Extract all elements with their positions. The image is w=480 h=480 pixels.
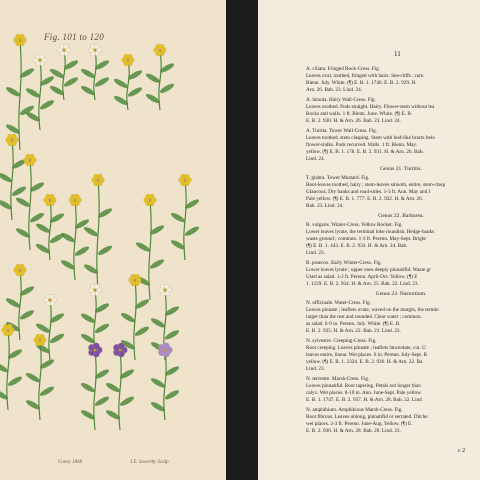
species-entry [306,66,480,94]
leaf [39,385,55,398]
leaf [25,87,41,100]
flower-center [49,299,52,302]
entry-line: N. amphibium. Amphibious Marsh-Cress. Fig. [306,407,403,413]
leaf [150,317,166,330]
leaf [35,322,51,335]
flower-petal [8,324,13,329]
leaf [7,375,23,388]
leaf [5,85,21,98]
entry-line: B. praecox. Early Winter-Cress. Fig. [306,260,382,266]
species-entry [306,260,480,288]
flower-petal [50,194,55,199]
flower-center [184,179,187,182]
plant-illustrations [0,0,226,480]
leaf [119,395,135,408]
leaf [97,244,113,257]
entry-line: N. terrestre. Marsh-Cress. Fig. [306,376,370,382]
entry-line: N. sylvestre. Creeping-Cress. Fig. [306,338,377,344]
leaf [94,322,110,335]
botanical-plate [0,0,226,480]
species-entry [306,128,480,163]
entry-line: as salad. 6-9 in. Perenn. July. White. (¶) E. B. [306,321,401,327]
flower-petal [150,194,155,199]
entry-line: T. glabra. Tower Mustard. Fig. [306,175,370,181]
leaf [94,395,110,408]
flower-petal [118,343,125,350]
entry-line: Leaves pinnatifid. Root tapering. Petals not longer than [306,383,421,389]
flower-center [164,289,167,292]
flower-petal [50,294,55,299]
entry-line: Pale yellow. (¶) E. B. 1. 777. E. B. 2. 932. H. & Arn. 26. [306,196,423,202]
entry-line: yellow. (¶) E. B. 1. 2324. E. B. 2. 936. H. & Arn. 22. Ba [306,359,423,365]
entry-line: N. officinale. Water-Cress. Fig. [306,300,371,306]
flower-center [74,199,77,202]
flower-petal [12,134,17,139]
flower-center [94,49,97,52]
entry-line: Lind. 23. [306,366,325,372]
leaf [29,211,45,224]
leaf [105,381,121,394]
entry-line: Leaves toothed, stem clasping. Stem with leaf-like bracts belo [306,135,435,141]
leaf [19,309,35,322]
entry-line: E. B. 2. 930. H. & Arn. 26. Bab. 23. Lind. 24. [306,118,401,124]
leaf [80,67,96,80]
entry-line: Lind. 24. [306,156,325,162]
flower-petal [135,274,140,279]
entry-line: (¶) E. B. 1. 443. E. B. 2. 933. H. & Arn. 24. Bab. [306,243,408,249]
flower-petal [20,264,25,269]
leaf [5,297,21,310]
leaf [164,329,180,342]
plate-title: Fig. 101 to 120 [44,32,104,42]
species-entry [306,300,480,335]
leaf [134,325,150,338]
leaf [63,76,79,89]
flower-petal [128,54,133,59]
flower-petal [93,343,100,350]
leaf [35,222,51,235]
flower-petal [20,34,25,39]
leaf [113,77,129,90]
genus-heading: Genus 22. Barbarea. [378,213,424,219]
leaf [80,312,96,325]
species-entry [306,97,480,125]
entry-line: calyx. Wet places. 8-10 in. Ann. June-Sept. Pale yellow. [306,390,422,396]
flower-center [149,199,152,202]
flower-center [19,39,22,42]
leaf [94,76,110,89]
leaf [120,311,136,324]
entry-line: flower-stalks. Pods recurved. Walls. 1 ft. Bienn. May. [306,142,417,148]
species-entry [306,407,480,435]
leaf [11,185,27,198]
leaf [170,211,186,224]
entry-line: 1. 1129. E. B. 2. 934. H. & Arn. 25. Bab. 22. Lind. 23. [306,281,419,287]
leaf [0,389,9,402]
genus-heading: Genus 23. Nasturtium. [375,291,427,297]
flower-petal [40,334,45,339]
entry-line: Leaves pinnate ; leaflets ovate, waved on the margin, the termin [306,307,439,313]
leaf [149,258,165,271]
leaf [80,381,96,394]
entry-line: larger than the rest and rounded. Clear water ; common. [306,314,422,320]
flower-center [7,329,10,332]
entry-line: Lower leaves lyrate ; upper ones deeply pinnatifid. Waste gr [306,267,431,273]
entry-line: yellow. (¶) E. B. 1. 178. E. B. 2. 931. H. & Arn. 26. Bab. [306,149,424,155]
page-number: 11 [394,50,401,58]
flower-petal [64,44,69,49]
flower-center [11,139,14,142]
flower-petal [75,194,80,199]
flower-center [94,289,97,292]
entry-line: Lower leaves lyrate, the terminal lobe roundish. Hedge-banks [306,229,435,235]
entry-line: Bab. 23. Lind. 24. [306,203,344,209]
flower-center [97,179,100,182]
flower-center [94,349,97,352]
leaf [0,171,13,184]
leaf [145,72,161,85]
entry-line: E. B. 2. 938. H. & Arn. 28. Bab. 20. Lind. 23. [306,428,401,434]
leaf [74,245,90,258]
leaf [127,86,143,99]
species-entry [306,338,480,373]
flower-center [127,59,130,62]
leaf [184,225,200,238]
entry-line: Bienn. July. White. (¶) E. B. 1. 1746. E. B. 2. 929. H. [306,80,417,86]
leaf [164,389,180,402]
flower-petal [165,284,170,289]
entry-line: Root creeping. Leaves pinnate ; leaflets lanceolate, cut. U [306,345,426,351]
species-entry [306,222,480,257]
leaf [83,225,99,238]
entry-line: waste ground ; common. 1-3 ft. Perenn. May-Sept. Bright [306,236,426,242]
text-page [258,0,480,480]
leaf [150,377,166,390]
entry-line: A. ciliata. Fringed Rock-Cress. Fig. [306,66,381,72]
entry-line: Arn. 26. Bab. 23. Lind. 24. [306,87,363,93]
species-entries [306,66,480,438]
entry-line: E. B. 2. 935. H. & Arn. 22. Bab. 21. Lind. 23. [306,328,401,334]
entry-line: Root fibrous. Leaves oblong, pinnatifid or serrated. Ditche [306,414,428,420]
flower-center [119,349,122,352]
genus-heading: Genus 21. Turritis. [380,166,422,172]
plate-credit-right: J.E. Sowerby Sculp [130,460,169,465]
entry-line: A. Turrita. Tower Wall-Cress. Fig. [306,128,378,134]
flower-petal [98,174,103,179]
leaf [135,241,151,254]
flower-center [19,269,22,272]
flower-center [63,49,66,52]
leaf [15,196,31,209]
flower-center [49,199,52,202]
flower-petal [30,154,35,159]
flower-petal [160,44,165,49]
leaf [159,82,175,95]
entry-line: E. B. 1. 1747. E. B. 2. 937. H. & Arn. 28. Bab. 22. Lind [306,397,422,403]
leaf [25,371,41,384]
species-entry [306,376,480,404]
leaf [39,99,55,112]
plate-credit-left: Coney 1868 [58,460,83,465]
entry-line: Rocks and walls. 1 ft. Bienn. June. White. (¶) E. B. [306,111,413,117]
flower-center [164,349,167,352]
entry-line: Used as salad. 1-2 ft. Perenn. April-Oct. Yellow. (¶) E [306,274,418,280]
flower-petal [95,284,100,289]
flower-petal [163,343,170,350]
flower-center [39,339,42,342]
leaf [49,332,65,345]
species-entry [306,175,480,210]
flower-petal [40,54,45,59]
entry-line: Root-leaves toothed, hairy ; stem-leaves smooth, entire, stem-clasp [306,182,446,188]
flower-center [39,59,42,62]
flower-petal [185,174,190,179]
flower-center [29,159,32,162]
flower-center [134,279,137,282]
entry-line: Leaves toothed. Pods straight. Hairy. Flower-stem without lea [306,104,435,110]
entry-line: leaves entire, linear. Wet places. 6 in. Perenn. July-Sept. B [306,352,427,358]
entry-line: wet places. 2-3 ft. Perenn. June-Aug. Yellow. (¶) E. [306,421,413,427]
flower-center [159,49,162,52]
entry-line: A. hirsuta. Hairy Wall-Cress. Fig. [306,97,376,103]
entry-line: Lind. 23. [306,250,325,256]
entry-line: B. vulgaris. Winter-Cress. Yellow Rocket. Fig. [306,222,403,228]
book-gutter [226,0,258,480]
printer-signature: c 2 [458,448,466,454]
entry-line: Leaves oval, toothed, fringed with hairs. Sea-cliffs ; rare. [306,73,425,79]
flower-petal [95,44,100,49]
entry-line: Glaucous. Dry banks and road-sides. 1-3 ft. Ann. May and J [306,189,431,195]
